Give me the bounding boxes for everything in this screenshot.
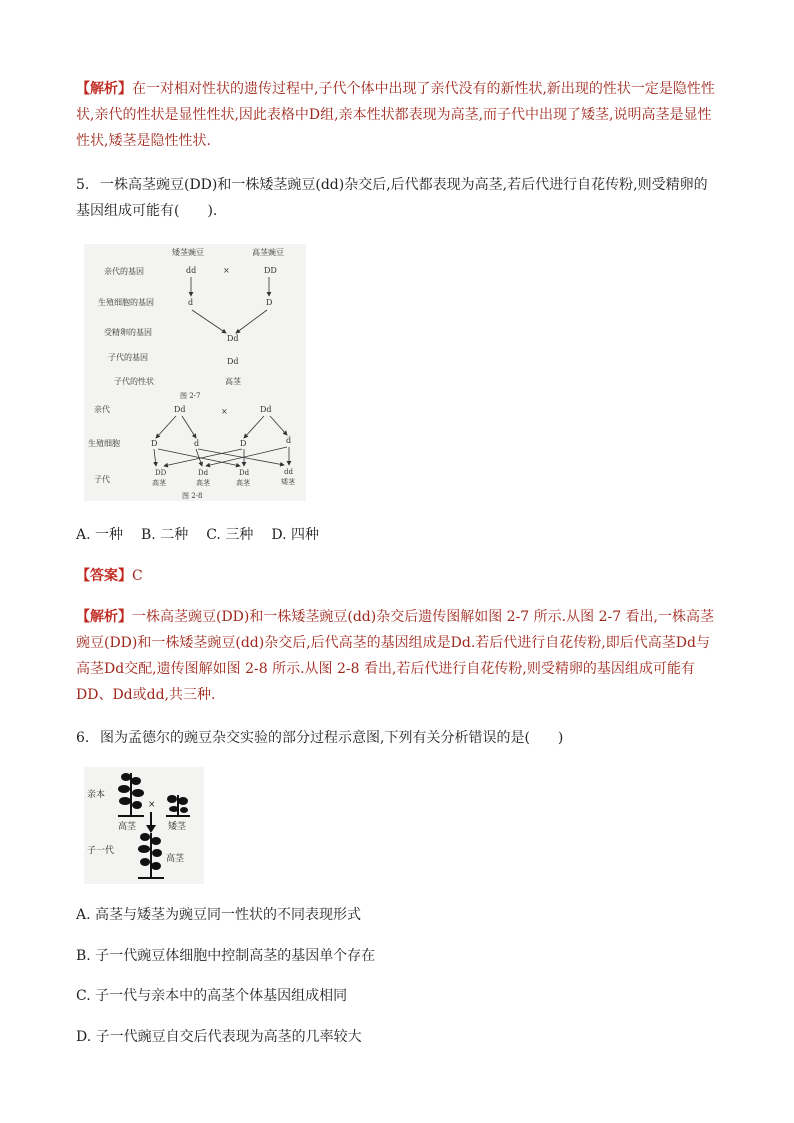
gamete-a1: D [151, 439, 158, 448]
option-a[interactable]: A. 一种 [76, 527, 124, 543]
child-3-trait: 高茎 [236, 479, 250, 487]
child-3-gene: Dd [239, 469, 250, 477]
row-parent-genes: 亲代的基因 [104, 267, 144, 276]
gamete-row-label: 生殖细胞 [88, 439, 120, 448]
parent-a-gene: Dd [174, 405, 186, 414]
child-2-trait: 高茎 [196, 479, 210, 487]
parent-row-label: 亲代 [94, 405, 110, 414]
cross-symbol-2: × [221, 407, 228, 416]
child-4-gene: dd [284, 468, 293, 476]
child-1-trait: 高茎 [152, 479, 166, 487]
tall-label-f1: 高茎 [166, 854, 185, 864]
short-label-parent: 矮茎 [168, 822, 187, 832]
analysis-tag: 【解析】 [76, 609, 132, 625]
zygote-gene: Dd [227, 334, 239, 343]
child-4-trait: 矮茎 [281, 478, 295, 486]
q5-options [76, 525, 319, 545]
answer-5 [76, 563, 716, 589]
question-text: 一株高茎豌豆(DD)和一株矮茎豌豆(dd)杂交后,后代都表现为高茎,若后代进行自花传粉,则受精卵的基因组成可能有( ). [76, 177, 708, 219]
parent2-label: 高茎豌豆 [252, 248, 284, 257]
gamete-b1: D [240, 439, 247, 448]
parent-label: 亲本 [87, 790, 106, 800]
q6-option-d[interactable]: D. 子一代豌豆自交后代表现为高茎的几率较大 [76, 1029, 362, 1045]
f1-tall-plant-icon [138, 833, 164, 879]
child-row-label: 子代 [94, 475, 110, 484]
parent-b-gene: Dd [260, 405, 272, 414]
analysis-paragraph-2 [76, 604, 716, 708]
q6-option-c[interactable]: C. 子一代与亲本中的高茎个体基因组成相同 [76, 988, 348, 1004]
genetics-diagram-figure [84, 244, 306, 501]
option-d[interactable]: D. 四种 [271, 527, 319, 543]
analysis-tag: 【解析】 [76, 81, 132, 97]
p1-gene: dd [186, 266, 197, 275]
option-b[interactable]: B. 二种 [141, 527, 189, 543]
child-trait: 高茎 [225, 377, 241, 386]
caption-fig-2-8: 图 2-8 [182, 492, 203, 500]
f1-label: 子一代 [87, 846, 115, 856]
row-child-trait: 子代的性状 [114, 377, 154, 386]
child-2-gene: Dd [198, 469, 209, 477]
pea-cross-figure [84, 767, 204, 884]
cross-symbol: × [148, 800, 156, 810]
question-number: 6. [76, 730, 90, 746]
row-child-genes: 子代的基因 [108, 353, 148, 362]
pea-cross-svg [84, 767, 204, 884]
answer-value: C [132, 568, 143, 584]
q6-option-b[interactable]: B. 子一代豌豆体细胞中控制高茎的基因单个存在 [76, 948, 376, 964]
genetics-diagram-svg [84, 244, 306, 501]
down-arrow-icon [146, 812, 156, 833]
caption-fig-2-7: 图 2-7 [180, 392, 201, 400]
short-plant-icon [166, 795, 190, 817]
tall-label-parent: 高茎 [118, 822, 137, 832]
row-zygote-genes: 受精卵的基因 [104, 328, 152, 337]
option-c[interactable]: C. 三种 [206, 527, 254, 543]
question-6 [76, 725, 716, 751]
child-1-gene: DD [155, 469, 167, 477]
analysis-paragraph-1 [76, 76, 716, 154]
gamete-1: d [188, 298, 194, 307]
question-5 [76, 172, 716, 224]
analysis-text: 在一对相对性状的遗传过程中,子代个体中出现了亲代没有的新性状,新出现的性状一定是隐性性状,亲代的性状是显性性状,因此表格中D组,亲本性状都表现为高茎,而子代中出现了矮茎,说明高茎是显性性状,矮茎是隐性性状. [76, 81, 715, 149]
row-gamete-genes: 生殖细胞的基因 [98, 298, 154, 307]
gamete-2: D [266, 298, 273, 307]
analysis-text: 一株高茎豌豆(DD)和一株矮茎豌豆(dd)杂交后遗传图解如图 2-7 所示.从图 2-7 看出,一株高茎豌豆(DD)和一株矮茎豌豆(dd)杂交后,后代高茎的基因组成是Dd.若后代进行自花传粉,即后代高茎Dd与高茎Dd交配,遗传图解如图 2-8 所示.从图 2-8 看出,若后代进行自花传粉,则受精卵的基因组成可能有DD、Dd或dd,共三种. [76, 609, 715, 703]
gamete-a2: d [194, 439, 200, 448]
cross-symbol: × [223, 266, 230, 275]
question-number: 5. [76, 177, 90, 193]
answer-tag: 【答案】 [76, 568, 132, 584]
p2-gene: DD [264, 266, 277, 275]
parent1-label: 矮茎豌豆 [172, 248, 204, 257]
q6-option-a[interactable]: A. 高茎与矮茎为豌豆同一性状的不同表现形式 [76, 907, 362, 923]
question-text: 图为孟德尔的豌豆杂交实验的部分过程示意图,下列有关分析错误的是( ) [100, 730, 564, 746]
gamete-b2: d [286, 436, 292, 445]
child-gene: Dd [227, 357, 239, 366]
tall-plant-icon [118, 773, 144, 817]
